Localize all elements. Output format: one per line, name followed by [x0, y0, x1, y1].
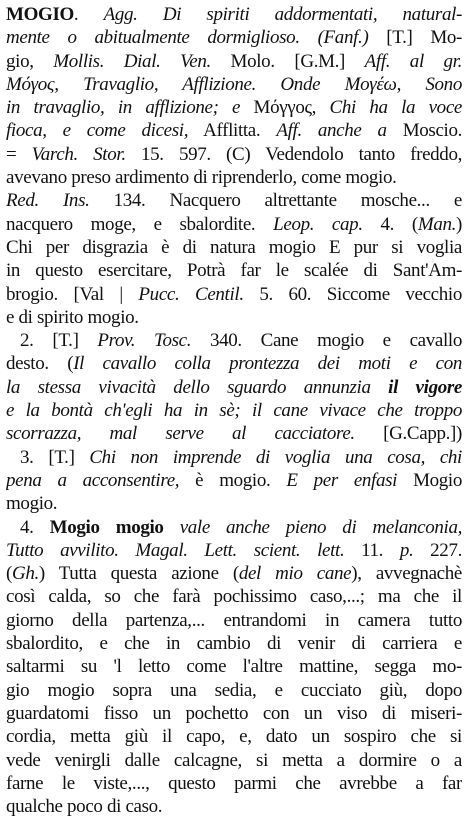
text-span: il vigore	[388, 376, 462, 398]
text-span: Mogio	[397, 469, 462, 491]
text-line	[6, 26, 462, 49]
text-span: del mio cane	[238, 563, 352, 585]
text-span: guardatomi fisso un pochetto con un viso di miseri-	[6, 702, 462, 724]
text-span: mente o abitualmente dormiglioso. (Fanf.)	[6, 27, 369, 49]
text-span: Agg. Di spiriti addormentati, natural-	[103, 4, 462, 25]
text-span: è mogio.	[179, 469, 287, 491]
text-span: scorrazza, mal serve al cacciatore.	[6, 423, 355, 445]
text-span: Afflitta.	[188, 120, 277, 142]
text-line	[6, 679, 462, 702]
text-span: gio mogio sopra una sedia, e cucciato giù, dopo	[6, 679, 462, 701]
text-line	[6, 352, 462, 375]
text-span: Tutto avvilito. Magal. Lett. scient. lett.	[6, 539, 345, 561]
text-line	[6, 516, 462, 539]
text-span: Aff. al gr.	[364, 50, 462, 72]
text-span: 4.	[20, 516, 50, 538]
text-span: Moscio.	[386, 120, 462, 142]
text-span: Aff. anche a	[276, 120, 387, 142]
text-line	[6, 772, 462, 795]
text-line	[6, 632, 462, 655]
text-span: pena a acconsentire,	[6, 469, 180, 491]
text-line	[6, 306, 462, 329]
text-span: saltarmi su 'l letto come l'altre mattine, segga mo-	[6, 656, 462, 678]
text-span: ), avvegnachè	[351, 563, 462, 585]
text-span: così calda, so che farà pochissimo caso,...; ma che il	[6, 586, 462, 608]
text-line	[6, 446, 462, 469]
text-span: =	[6, 143, 32, 165]
text-line	[6, 725, 462, 748]
text-line	[6, 376, 462, 399]
text-span: 134. Nacquero altrettante mosche... e	[89, 190, 462, 212]
text-span: ,	[396, 73, 426, 95]
text-line	[6, 562, 462, 585]
text-span: 340. Cane mogio e cavallo	[191, 330, 462, 352]
text-span: in questo esercitare, Potrà far le scalée di Sant'Am-	[6, 260, 462, 282]
text-line	[6, 749, 462, 772]
text-span: cordia, metta giù il capo, e, dato un sospiro che si	[6, 726, 462, 748]
text-span: Molo. [G.M.]	[210, 50, 365, 72]
text-line	[6, 143, 462, 166]
text-span: Chi non imprende di voglia una cosa, chi	[89, 446, 462, 468]
text-line	[6, 655, 462, 678]
text-span: Μόγγος,	[240, 97, 330, 119]
text-line	[6, 213, 462, 236]
text-line	[6, 469, 462, 492]
text-span: Mollis. Dial. Ven.	[53, 50, 211, 72]
text-span: farne le viste,..., questo parmi che avrebbe a far	[6, 772, 462, 794]
text-span	[320, 74, 344, 95]
text-span: fioca, e come dicesi,	[6, 120, 189, 142]
text-line	[6, 259, 462, 282]
text-span: Red. Ins.	[6, 190, 90, 212]
text-span: 3. [T.]	[20, 446, 90, 468]
text-span: nacquero moge, e sbalordite.	[6, 213, 274, 235]
text-span	[371, 377, 389, 398]
text-span: mogio.	[6, 493, 58, 515]
text-span: brogio. [Val |	[6, 283, 139, 305]
text-span: p.	[399, 539, 414, 561]
text-span: E per enfasi	[286, 469, 398, 491]
text-span: 5. 60. Siccome vecchio	[243, 283, 462, 305]
text-span: sbalordito, e che in cambio di venir di carriera e	[6, 633, 462, 655]
text-span: vale anche pieno di melanconia,	[179, 516, 462, 538]
text-span: Varch. Stor.	[31, 143, 126, 165]
text-span: e la bontà ch'egli ha in sè; il cane vivace che troppo	[6, 400, 462, 422]
text-span: ) Tutta questa azione (	[38, 563, 239, 585]
text-span: Prov. Tosc.	[97, 330, 192, 352]
dictionary-entry-mogio	[6, 3, 462, 818]
text-line	[6, 50, 462, 73]
text-line	[6, 3, 462, 26]
text-line	[6, 119, 462, 142]
text-span: Μογέω	[344, 73, 397, 95]
text-span: 11.	[344, 539, 400, 561]
text-span: 15. 597. (C) Vedendolo tanto freddo,	[125, 143, 462, 165]
text-span: desto. (	[6, 353, 74, 375]
text-span: (	[6, 563, 12, 585]
text-span	[164, 517, 180, 538]
text-span: la stessa vivacità dello sguardo annunzia	[6, 376, 371, 398]
text-span: Leop. cap.	[273, 213, 363, 235]
text-span: [T.] Mo-	[368, 27, 462, 49]
text-span: qualche poco di caso.	[6, 796, 163, 818]
text-span: vede venirgli dalle calcagne, si metta a dormire o a	[6, 749, 462, 771]
text-span: giorno della partenza,... entrandomi in camera tutto	[6, 609, 462, 631]
text-line	[6, 73, 462, 96]
text-line	[6, 283, 462, 306]
text-line	[6, 399, 462, 422]
text-line	[6, 236, 462, 259]
text-span: 227.	[413, 539, 462, 561]
text-line	[6, 329, 462, 352]
headword: Mogio mogio	[49, 516, 164, 538]
text-span: Chi per disgrazia è di natura mogio E pur si voglia	[6, 236, 462, 258]
text-span: Pucc. Centil.	[138, 283, 244, 305]
text-span: Μόγος, Travaglio, Afflizione. Onde	[6, 73, 321, 95]
text-span: [G.Capp.])	[354, 423, 462, 445]
headword: MOGIO	[6, 4, 74, 25]
text-line	[6, 492, 462, 515]
text-span: e di spirito mogio.	[6, 306, 139, 328]
text-line	[6, 422, 462, 445]
text-span: .	[73, 4, 104, 25]
text-span: avevano preso ardimento di riprenderlo, come mogio.	[6, 167, 397, 189]
text-span: Gh.	[11, 563, 39, 585]
text-span: 2. [T.]	[20, 330, 98, 352]
text-line	[6, 702, 462, 725]
text-line	[6, 609, 462, 632]
text-span: gio,	[6, 50, 54, 72]
text-span: Man.	[417, 213, 457, 235]
text-line	[6, 795, 462, 818]
text-span: Sono	[425, 73, 462, 95]
text-line	[6, 585, 462, 608]
text-span: )	[456, 213, 462, 235]
text-line	[6, 189, 462, 212]
text-span: in travaglio, in afflizione; e	[6, 97, 241, 119]
text-line	[6, 96, 462, 119]
text-line	[6, 166, 462, 189]
text-span: Chi ha la voce	[329, 97, 462, 119]
text-line	[6, 539, 462, 562]
text-span: Il cavallo colla prontezza dei moti e con	[73, 353, 462, 375]
text-span: 4. (	[362, 213, 418, 235]
